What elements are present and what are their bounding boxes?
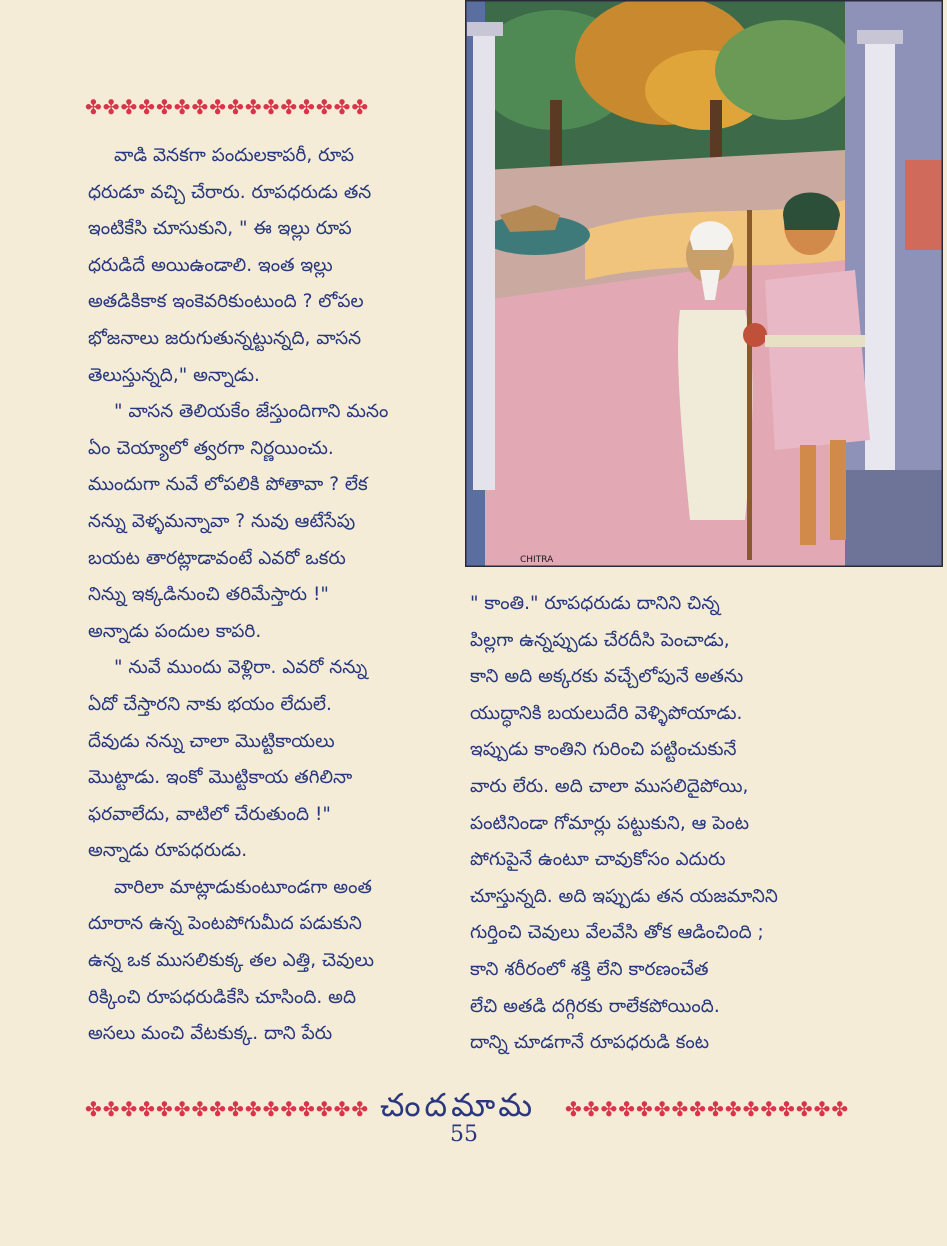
text-line: దూరాన ఉన్న పెంటపోగుమీద పడుకుని	[88, 913, 362, 935]
text-line: " వాసన తెలియకేం జేస్తుందిగాని మనం	[114, 401, 389, 423]
left-text-column	[88, 138, 458, 1053]
text-line: భోజనాలు జరుగుతున్నట్టున్నది, వాసన	[88, 327, 362, 349]
text-line: అసలు మంచి వేటకుక్క. దాని పేరు	[88, 1023, 333, 1045]
text-line: చూస్తున్నది. అది ఇప్పుడు తన యజమానిని	[470, 885, 778, 907]
text-line: గుర్తించి చెవులు వేలవేసి తోక ఆడించింది ;	[470, 922, 764, 944]
text-line: ఉన్న ఒక ముసలికుక్క తల ఎత్తి, చెవులు	[88, 950, 375, 972]
bottom-right-ornament-border: ✤✤✤✤✤✤✤✤✤✤✤✤✤✤✤✤	[565, 1097, 850, 1121]
text-line: ఇంటికేసి చూసుకుని, " ఈ ఇల్లు రూప	[88, 218, 352, 240]
text-line: ఏదో చేస్తారని నాకు భయం లేదులే.	[88, 693, 332, 715]
text-line: అతడికికాక ఇంకెవరికుంటుంది ? లోపల	[88, 291, 364, 313]
text-line: " కాంతి." రూపధరుడు దానిని చిన్న	[470, 593, 720, 614]
text-line: పంటినిండా గోమార్లు పట్టుకుని, ఆ పెంట	[470, 812, 750, 834]
text-line: యుద్ధానికి బయలుదేరి వెళ్ళిపోయాడు.	[470, 702, 743, 724]
text-line: దాన్ని చూడగానే రూపధరుడి కంట	[470, 1032, 710, 1054]
right-text-column	[470, 586, 870, 1062]
top-ornament-border: ✤✤✤✤✤✤✤✤✤✤✤✤✤✤✤✤	[85, 95, 370, 119]
text-line: ఫరవాలేదు, వాటిలో చేరుతుంది !"	[88, 803, 331, 825]
text-line: కాని అది అక్కరకు వచ్చేలోపునే అతను	[470, 666, 744, 688]
text-line: ధరుడిదే అయిఉండాలి. ఇంత ఇల్లు	[88, 254, 333, 276]
magazine-title: చందమామ	[380, 1086, 537, 1124]
text-line: వారు లేరు. అది చాలా ముసలిదైపోయి,	[470, 775, 749, 797]
text-line: వారిలా మాట్లాడుకుంటూండగా అంత	[114, 876, 372, 898]
text-line: దేవుడు నన్ను చాలా మొట్టికాయలు	[88, 730, 335, 752]
bottom-left-ornament-border: ✤✤✤✤✤✤✤✤✤✤✤✤✤✤✤✤	[85, 1097, 370, 1121]
text-line: అన్నాడు రూపధరుడు.	[88, 840, 248, 862]
text-line: అన్నాడు పందుల కాపరి.	[88, 620, 262, 642]
text-line: తెలుస్తున్నది," అన్నాడు.	[88, 364, 260, 386]
text-line: పిల్లగా ఉన్నప్పుడు చేరదీసి పెంచాడు,	[470, 629, 730, 651]
text-line: " నువే ముందు వెళ్లిరా. ఎవరో నన్ను	[114, 657, 368, 679]
text-line: నన్ను వెళ్ళమన్నావా ? నువు ఆటేసేపు	[88, 510, 356, 532]
text-line: ముందుగా నువే లోపలికి పోతావా ? లేక	[88, 474, 368, 496]
text-line: పోగుపైనే ఉంటూ చావుకోసం ఎదురు	[470, 849, 726, 871]
text-line: ఇప్పుడు కాంతిని గురించి పట్టించుకునే	[470, 739, 737, 761]
text-line: రిక్కించి రూపధరుడికేసి చూసింది. అది	[88, 986, 357, 1008]
text-line: వాడి వెనకగా పందులకాపరీ, రూప	[114, 145, 355, 166]
illustrator-signature: CHITRA	[520, 555, 554, 565]
text-line: బయట తారట్లాడావంటే ఎవరో ఒకరు	[88, 547, 346, 569]
text-line: కాని శరీరంలో శక్తి లేని కారణంచేత	[470, 958, 709, 980]
text-line: ఏం చెయ్యాలో త్వరగా నిర్ణయించు.	[88, 437, 334, 459]
story-illustration	[465, 0, 943, 567]
text-line: ధరుడూ వచ్చి చేరారు. రూపధరుడు తన	[88, 181, 372, 203]
text-line: నిన్ను ఇక్కడినుంచి తరిమేస్తారు !"	[88, 584, 329, 606]
page-number: 55	[450, 1122, 478, 1147]
text-line: మొట్టాడు. ఇంకో మొట్టికాయ తగిలినా	[88, 767, 353, 789]
text-line: లేచి అతడి దగ్గిరకు రాలేకపోయింది.	[470, 995, 720, 1017]
